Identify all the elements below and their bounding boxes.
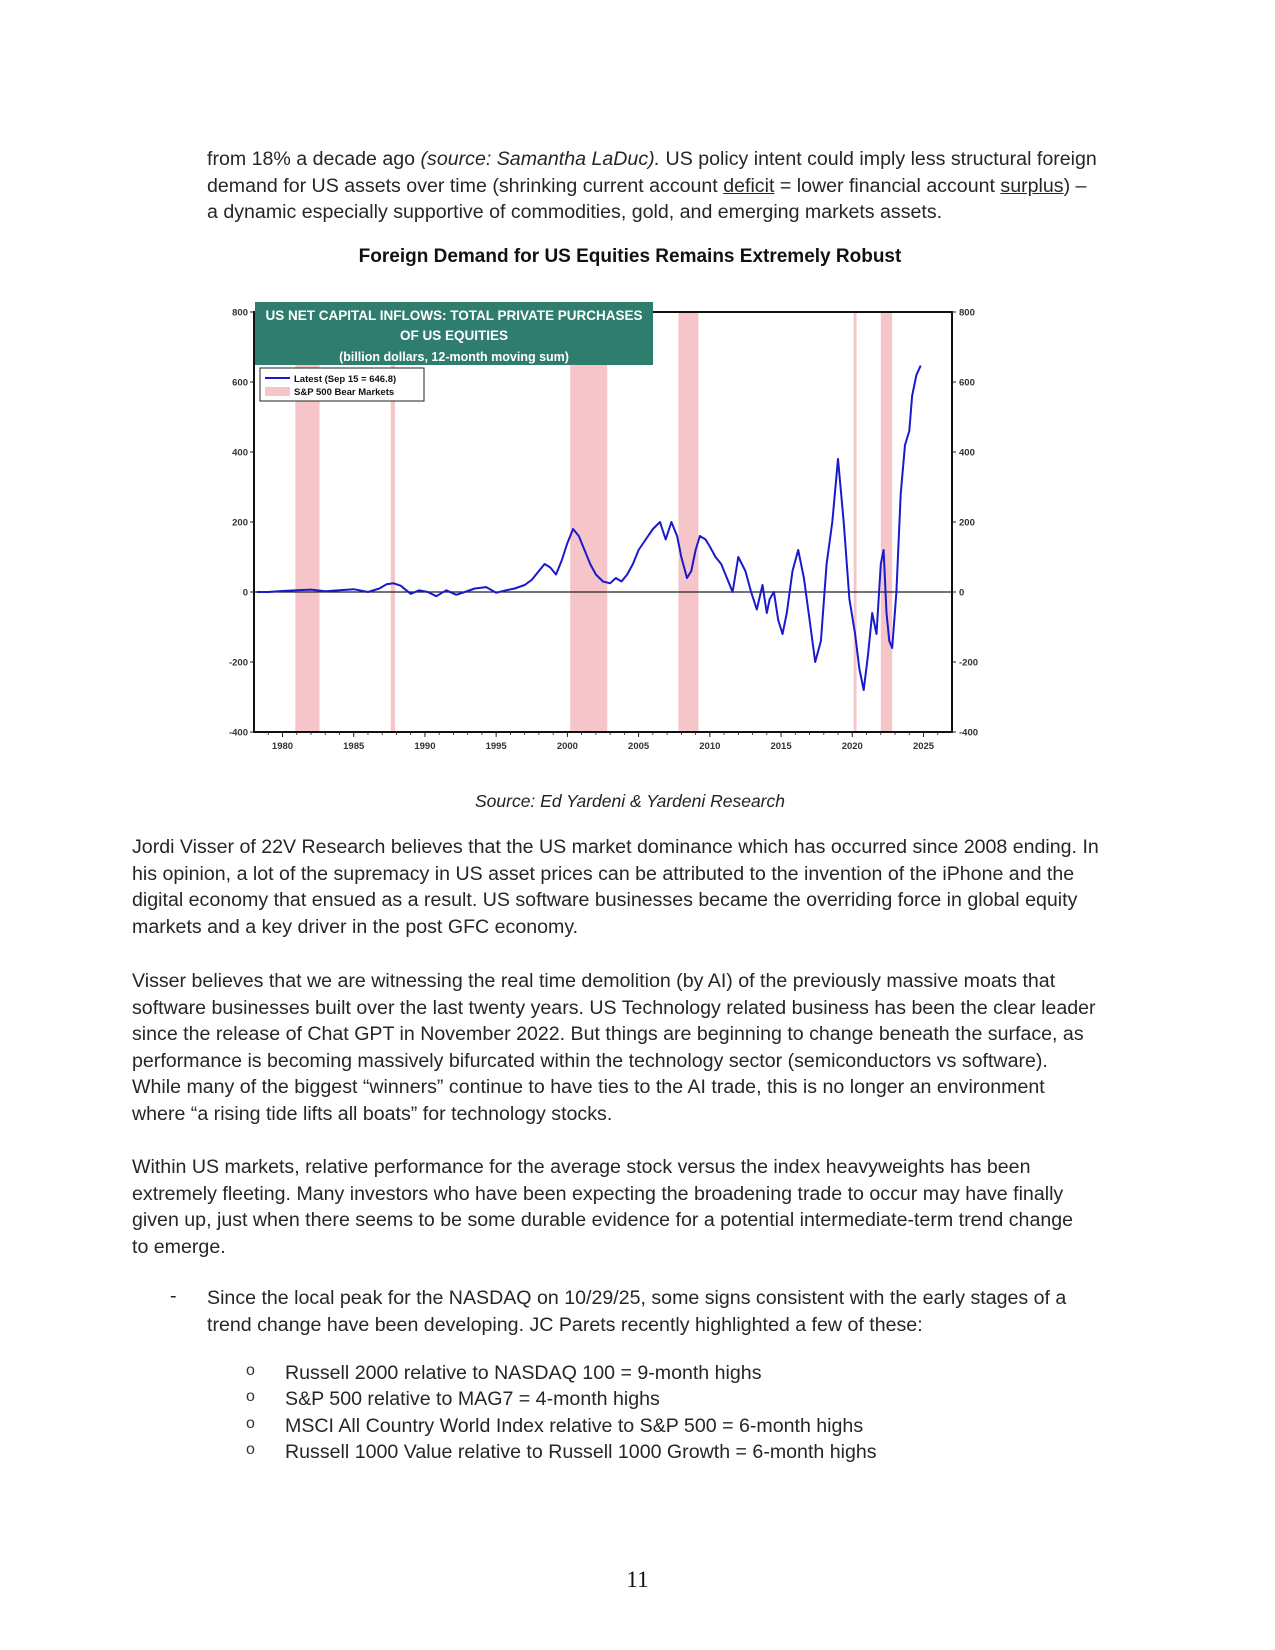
paragraph-visser-dominance [132,834,1142,940]
capital-inflows-chart [214,300,1014,785]
y-tick-label: 400 [232,447,248,459]
bullet-line: Since the local peak for the NASDAQ on 10/29/25, some signs consistent with the early stages of a [207,1287,1067,1309]
legend-swatch-bear [265,387,290,396]
x-tick-label: 2015 [770,741,792,752]
para3-line: Within US markets, relative performance for the average stock versus the index heavyweights has been [132,1156,1031,1178]
bear-market-band [881,312,892,732]
subbullet-marker: o [246,1388,255,1405]
x-tick-label: 2000 [556,741,578,752]
chart-title-line-1: US NET CAPITAL INFLOWS: TOTAL PRIVATE PURCHASES [265,308,643,323]
paragraph-us-markets [132,1154,1142,1260]
bear-market-band [854,312,857,732]
para2-line: since the release of Chat GPT in November 2022. But things are beginning to change beneath the surface, as [132,1023,1084,1046]
subbullet-item: MSCI All Country World Index relative to S&P 500 = 6-month highs [285,1415,864,1437]
figure-caption-title: Foreign Demand for US Equities Remains Extremely Robust [358,246,902,267]
y-tick-label: 800 [232,307,248,319]
legend-label-bear: S&P 500 Bear Markets [294,387,395,398]
intro-text: US policy intent could imply less structural foreign [660,148,1097,170]
para2-line: While many of the biggest “winners” continue to have ties to the AI trade, this is no longer an environment [132,1076,1045,1099]
y-tick-label: 600 [959,377,975,389]
y-tick-label: -200 [959,657,979,669]
para2-line: where “a rising tide lifts all boats” for technology stocks. [132,1102,613,1125]
y-axis-left [229,308,254,739]
para2-line: software businesses built over the last twenty years. US Technology related business has been the clear leader [132,996,1096,1019]
x-axis [268,732,938,752]
y-tick-label: 600 [232,377,248,389]
y-tick-label: -400 [228,727,248,739]
bullet-line: trend change have been developing. JC Parets recently highlighted a few of these: [207,1313,923,1336]
y-tick-label: 0 [959,587,965,599]
chart-title-line-2: OF US EQUITIES [399,328,509,343]
y-tick-label: 200 [959,517,975,529]
bear-market-band [570,312,607,732]
y-tick-label: 200 [232,517,248,529]
y-tick-label: 400 [959,447,975,459]
para1-line: markets and a key driver in the post GFC economy. [132,915,579,938]
intro-line-3: a dynamic especially supportive of commodities, gold, and emerging markets assets. [207,201,943,224]
y-tick-label: -200 [228,657,248,669]
chart-subtitle: (billion dollars, 12-month moving sum) [339,350,569,364]
subbullet-item: Russell 1000 Value relative to Russell 1000 Growth = 6-month highs [285,1441,877,1463]
para2-line: performance is becoming massively bifurcated within the technology sector (semiconductors vs software). [132,1049,1048,1072]
x-tick-label: 1995 [485,741,507,752]
intro-text: from 18% a decade ago [207,148,421,170]
intro-line-2 [207,173,1107,200]
intro-source-citation: (source: Samantha LaDuc). [420,148,661,170]
x-tick-label: 2020 [841,741,863,752]
subbullet-item: S&P 500 relative to MAG7 = 4-month highs [285,1388,660,1410]
intro-text: demand for US assets over time (shrinking current account [207,174,724,197]
deficit-term: deficit [723,174,775,197]
para1-line: digital economy that ensued as a result. US software businesses became the overriding force in global equity [132,889,1078,912]
bullet-marker: - [170,1285,177,1307]
y-tick-label: 0 [242,587,248,599]
x-tick-label: 2010 [699,741,721,752]
figure-source: Source: Ed Yardeni & Yardeni Research [474,791,785,811]
bullet-nasdaq-peak [207,1285,1107,1338]
x-tick-label: 1990 [414,741,436,752]
subbullet-marker: o [246,1441,255,1458]
x-tick-label: 2005 [628,741,650,752]
y-tick-label: -400 [959,727,979,739]
x-tick-label: 1985 [343,741,365,752]
para3-line: extremely fleeting. Many investors who have been expecting the broadening trade to occur may have finally [132,1182,1064,1205]
intro-paragraph [207,146,1107,226]
para3-line: given up, just when there seems to be some durable evidence for a potential intermediate-term trend change [132,1209,1074,1232]
intro-text: = lower financial account [774,174,1001,197]
paragraph-visser-ai [132,968,1142,1128]
surplus-term: surplus [1000,174,1064,197]
subbullet-marker: o [246,1415,255,1432]
x-tick-label: 2025 [912,741,935,752]
x-tick-label: 1980 [271,741,294,752]
intro-text: ) – [1063,174,1087,197]
para3-line: to emerge. [132,1235,226,1258]
para2-line: Visser believes that we are witnessing the real time demolition (by AI) of the previously massive moats that [132,970,1056,992]
y-axis-right [952,308,978,739]
intro-line-1 [207,146,1107,173]
para1-line: his opinion, a lot of the supremacy in US asset prices can be attributed to the invention of the iPhone and the [132,862,1075,885]
para1-line: Jordi Visser of 22V Research believes that the US market dominance which has occurred since 2008 ending. In [132,836,1099,858]
y-tick-label: 800 [959,307,975,319]
legend-label-latest: Latest (Sep 15 = 646.8) [294,374,397,385]
bear-market-band [678,312,698,732]
subbullet-item: Russell 2000 relative to NASDAQ 100 = 9-month highs [285,1362,762,1384]
subbullet-marker: o [246,1362,255,1379]
page-number: 11 [626,1567,649,1592]
